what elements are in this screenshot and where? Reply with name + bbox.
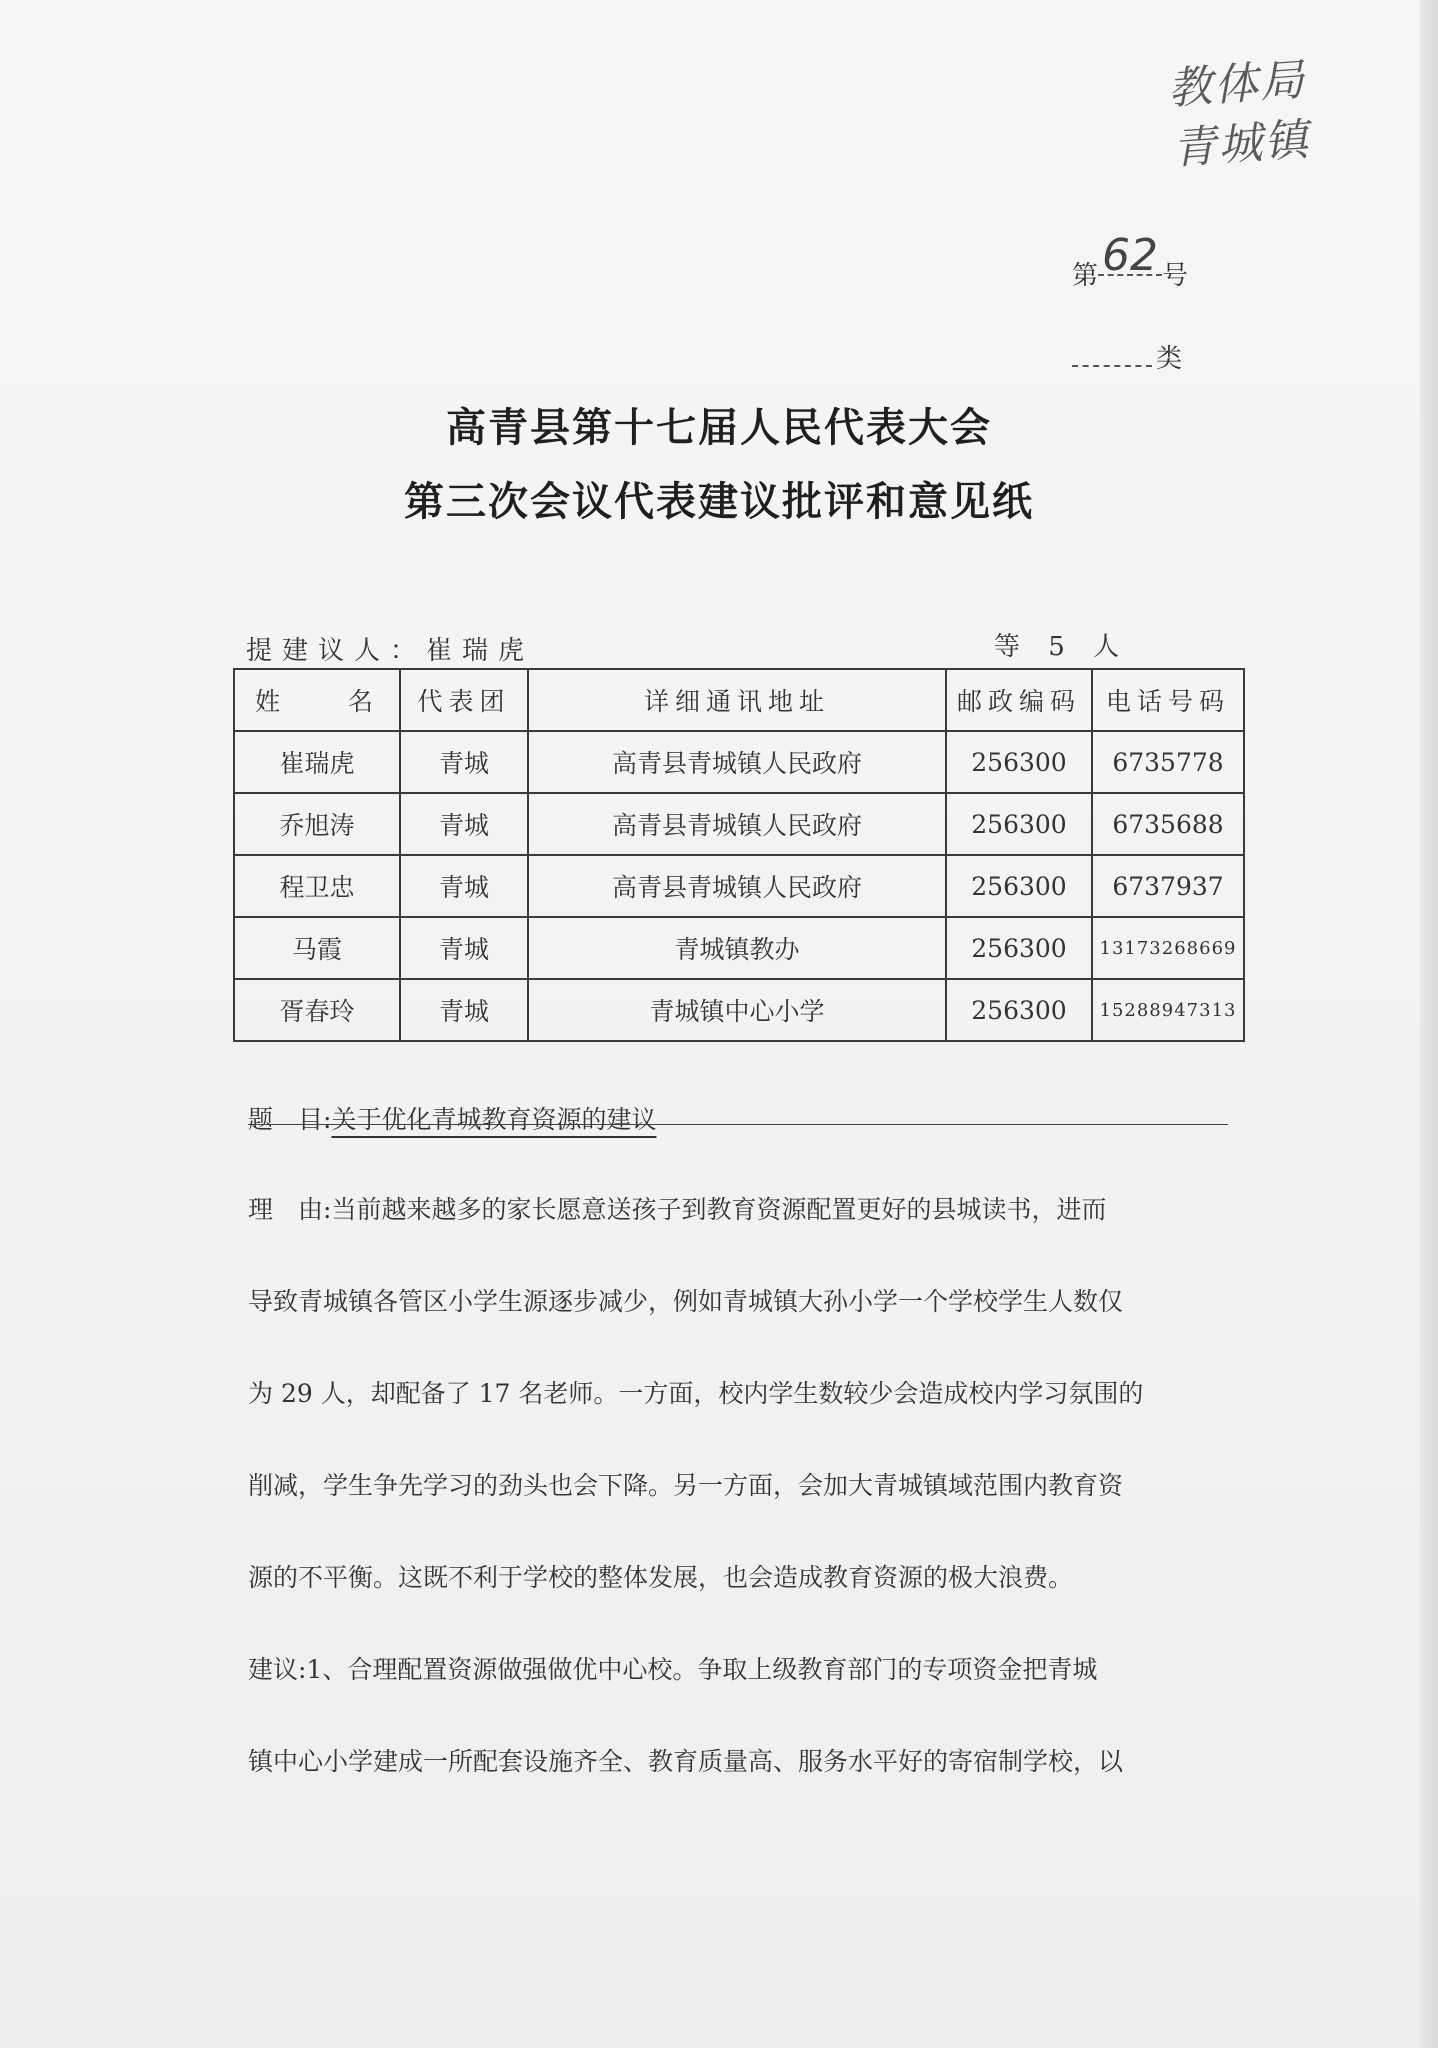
header-address: 详细通讯地址: [528, 669, 946, 731]
page-edge: [1420, 0, 1438, 2048]
document-category: [1072, 338, 1182, 375]
cell-phone: 6735688: [1092, 793, 1244, 855]
header-delegation: 代表团: [400, 669, 528, 731]
subject-underline: [248, 1124, 1228, 1125]
header-postcode: 邮政编码: [946, 669, 1092, 731]
title-line-2: 第三次会议代表建议批评和意见纸: [404, 478, 1034, 525]
table-row: [234, 917, 1244, 979]
cell-address: 青城镇中心小学: [528, 979, 946, 1041]
reason-line-1: [248, 1190, 1228, 1226]
subject-text: 关于优化青城教育资源的建议: [331, 1105, 657, 1134]
suggestion-line-1: [248, 1650, 1228, 1686]
cell-name: 乔旭涛: [234, 793, 400, 855]
cell-postcode: 256300: [946, 917, 1092, 979]
title-line-1: 高青县第十七届人民代表大会: [446, 404, 992, 451]
suggestion-line-2: 镇中心小学建成一所配套设施齐全、教育质量高、服务水平好的寄宿制学校，以: [248, 1747, 1124, 1776]
suggestion-text-1: 1、合理配置资源做强做优中心校。争取上级教育部门的专项资金把青城: [306, 1655, 1098, 1684]
reason-label: 理 由:: [248, 1195, 332, 1224]
handwritten-annotation: [1166, 50, 1312, 179]
doc-number-value: 62: [1098, 238, 1162, 276]
table-row: [234, 979, 1244, 1041]
subject-label: 题 目:: [248, 1105, 332, 1134]
cell-phone: 13173268669: [1092, 917, 1244, 979]
document-number: [1072, 230, 1189, 292]
header-name: 姓 名: [234, 669, 400, 731]
cell-postcode: 256300: [946, 979, 1092, 1041]
proposer-label: 提建议人：: [246, 636, 427, 666]
cell-address: 青城镇教办: [528, 917, 946, 979]
cell-phone: 6735778: [1092, 731, 1244, 793]
doc-number-prefix: 第: [1072, 261, 1099, 291]
cell-postcode: 256300: [946, 793, 1092, 855]
cell-delegation: 青城: [400, 855, 528, 917]
cell-postcode: 256300: [946, 731, 1092, 793]
proposer-name: 崔瑞虎: [426, 636, 535, 666]
reason-line-5: 源的不平衡。这既不利于学校的整体发展，也会造成教育资源的极大浪费。: [248, 1563, 1074, 1592]
annotation-line-2: 青城镇: [1170, 114, 1312, 175]
cell-address: 高青县青城镇人民政府: [528, 731, 946, 793]
header-phone: 电话号码: [1092, 669, 1244, 731]
cell-name: 马霞: [234, 917, 400, 979]
cell-address: 高青县青城镇人民政府: [528, 793, 946, 855]
suggestion-label: 建议:: [248, 1655, 307, 1684]
cell-phone: 15288947313: [1092, 979, 1244, 1041]
proposer-line: [246, 630, 534, 667]
cell-phone: 6737937: [1092, 855, 1244, 917]
table-header-row: [234, 669, 1244, 731]
cell-name: 胥春玲: [234, 979, 400, 1041]
cell-postcode: 256300: [946, 855, 1092, 917]
table-row: [234, 731, 1244, 793]
proposer-count: 等 5 人: [994, 632, 1130, 662]
table-row: [234, 793, 1244, 855]
annotation-line-1: 教体局: [1166, 54, 1308, 115]
cell-name: 崔瑞虎: [234, 731, 400, 793]
reason-line-2: 导致青城镇各管区小学生源逐步减少，例如青城镇大孙小学一个学校学生人数仅: [248, 1287, 1124, 1316]
cell-delegation: 青城: [400, 731, 528, 793]
cell-name: 程卫忠: [234, 855, 400, 917]
reason-line-3: 为 29 人，却配备了 17 名老师。一方面，校内学生数较少会造成校内学习氛围的: [248, 1379, 1144, 1408]
cell-delegation: 青城: [400, 979, 528, 1041]
members-table: [233, 668, 1245, 1042]
doc-number-suffix: 号: [1162, 261, 1189, 291]
cell-address: 高青县青城镇人民政府: [528, 855, 946, 917]
reason-text-1: 当前越来越多的家长愿意送孩子到教育资源配置更好的县城读书，进而: [331, 1195, 1107, 1224]
table-row: [234, 855, 1244, 917]
category-blank: [1072, 365, 1152, 367]
subject-field: [248, 1100, 1228, 1136]
cell-delegation: 青城: [400, 917, 528, 979]
reason-line-4: 削减，学生争先学习的劲头也会下降。另一方面，会加大青城镇域范围内教育资: [248, 1471, 1124, 1500]
category-suffix: 类: [1156, 344, 1183, 374]
cell-delegation: 青城: [400, 793, 528, 855]
